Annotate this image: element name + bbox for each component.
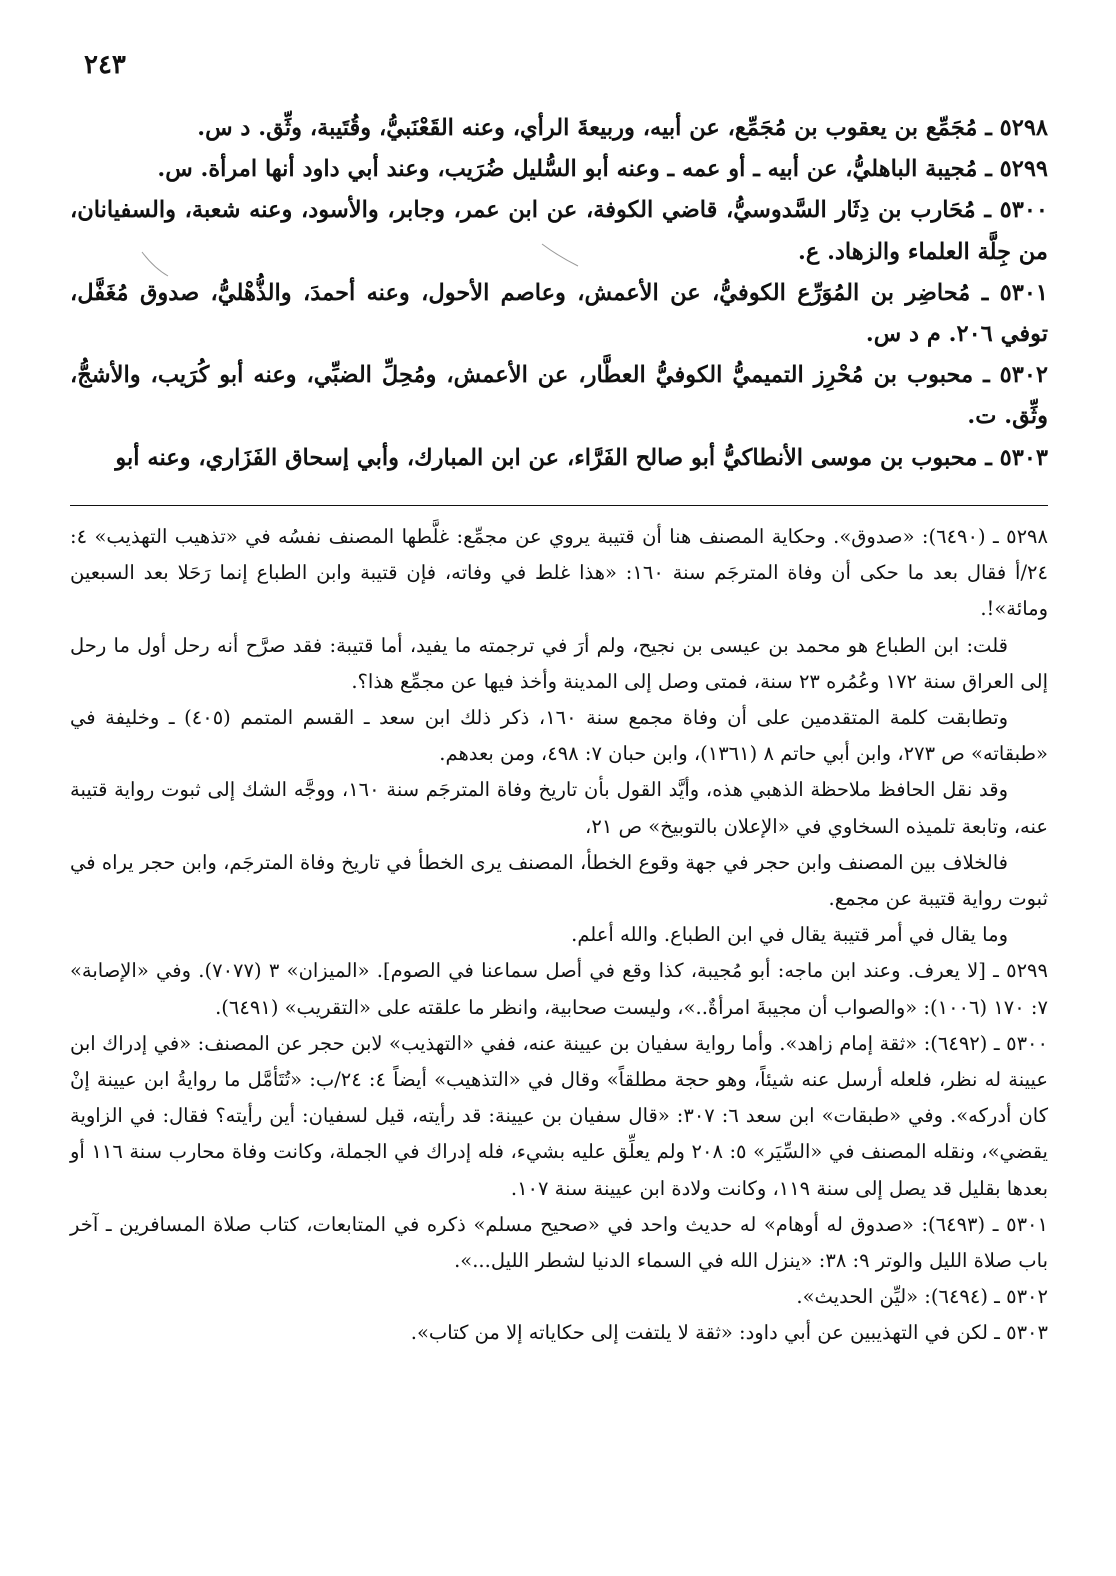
entry-5298: ٥٢٩٨ ـ مُجَمِّع بن يعقوب بن مُجَمِّع، عن أبيه، وربيعةَ الرأي، وعنه القَعْنَبيُّ، وقُتَيبة، وثِّق. د س. [197,115,1048,141]
note-5298-cont-5: وما يقال في أمر قتيبة يقال في ابن الطباع. والله أعلم. [571,923,1008,947]
note-5298-cont-1: قلت: ابن الطباع هو محمد بن عيسى بن نجيح، ولم أرَ في ترجمته ما يفيد، أما قتيبة: فقد صرَّح أنه رحل أول ما رحل إلى العراق سنة ١٧٢ وعُمُره ٢٣ سنة، فمتى وصل إلى المدينة وأخذ فيها عن مجمِّع هذا؟. [70,633,1048,693]
footnotes [70,519,1048,1352]
entry-5302: ٥٣٠٢ ـ محبوب بن مُحْرِز التميميُّ الكوفيُّ العطَّار، عن الأعمش، ومُحِلِّ الضبِّي، وعنه أبو كُرَيب، والأشجُّ، وثِّق. ت. [70,362,1048,430]
note-5299: ٥٢٩٩ ـ [لا يعرف. وعند ابن ماجه: أبو مُجيبة، كذا وقع في أصل سماعنا في الصوم]. «الميزان» ٣ (٧٠٧٧). وفي «الإصابة» ٧: ١٧٠ (١٠٠٦): «والصواب أن مجيبةَ امرأةٌ..»، وليست صحابية، وانظر ما علقته على «التقريب» (٦٤٩١). [70,959,1048,1019]
entry-5299: ٥٢٩٩ ـ مُجيبة الباهليُّ، عن أبيه ـ أو عمه ـ وعنه أبو السُّليل ضُرَيب، وعند أبي داود أنها امرأة. س. [157,156,1048,183]
note-5298: ٥٢٩٨ ـ (٦٤٩٠): «صدوق». وحكاية المصنف هنا أن قتيبة يروي عن مجمِّع: غلَّطها المصنف نفسُه في «تذهيب التهذيب» ٤: ٢٤/أ فقال بعد ما حكى أن وفاة المترجَم سنة ١٦٠: «هذا غلط في وفاته، فإن قتيبة وابن الطباع إنما رَحَلا بعد السبعين ومائة»!. [70,525,1049,621]
entry-5303: ٥٣٠٣ ـ محبوب بن موسى الأنطاكيُّ أبو صالح الفَرَّاء، عن ابن المبارك، وأبي إسحاق الفَزَاري، وعنه أبو [115,444,1048,471]
note-5303: ٥٣٠٣ ـ لكن في التهذيبين عن أبي داود: «ثقة لا يلتفت إلى حكاياته إلا من كتاب». [410,1321,1048,1345]
note-5298-cont-2: وتطابقت كلمة المتقدمين على أن وفاة مجمع سنة ١٦٠، ذكر ذلك ابن سعد ـ القسم المتمم (٤٠٥) ـ وخليفة في «طبقاته» ص ٢٧٣، وابن أبي حاتم ٨ (١٣٦١)، وابن حبان ٧: ٤٩٨، ومن بعدهم. [70,706,1048,766]
main-text [70,108,1048,479]
note-5298-cont-4: فالخلاف بين المصنف وابن حجر في جهة وقوع الخطأ، المصنف يرى الخطأ في تاريخ وفاة المترجَم، وابن حجر يراه في ثبوت رواية قتيبة عن مجمع. [70,850,1048,911]
page-number: ٢٤٣ [84,50,126,80]
entry-5301: ٥٣٠١ ـ مُحاضِر بن المُوَرِّع الكوفيُّ، عن الأعمش، وعاصم الأحول، وعنه أحمدَ، والذُّهْليُّ، صدوق مُغَفَّل، توفي ٢٠٦. م د س. [70,279,1048,348]
footnote-divider [70,505,1048,506]
entry-5300: ٥٣٠٠ ـ مُحَارب بن دِثَار السَّدوسيُّ، قاضي الكوفة، عن ابن عمر، وجابر، والأسود، وعنه شعبة، والسفيانان، من جِلَّة العلماء والزهاد. ع. [70,197,1048,265]
note-5302: ٥٣٠٢ ـ (٦٤٩٤): «ليِّن الحديث». [796,1285,1048,1309]
note-5298-cont-3: وقد نقل الحافظ ملاحظة الذهبي هذه، وأيَّد القول بأن تاريخ وفاة المترجَم سنة ١٦٠، ووجَّه الشك إلى ثبوت رواية قتيبة عنه، وتابعة تلميذه السخاوي في «الإعلان بالتوبيخ» ص ٢١، [70,778,1048,838]
note-5300: ٥٣٠٠ ـ (٦٤٩٢): «ثقة إمام زاهد». وأما رواية سفيان بن عيينة عنه، ففي «التهذيب» لابن حجر عن المصنف: «في إدراك ابن عيينة له نظر، فلعله أرسل عنه شيئاً، وهو حجة مطلقاً» وقال في «التذهيب» أيضاً ٤: ٢٤/ب: «تُتَأمَّل ما روايةُ ابن عيينة إنْ كان أدركه». وفي «طبقات» ابن سعد ٦: ٣٠٧: «قال سفيان بن عيينة: قد رأيته، قيل لسفيان: أين رأيته؟ فقال: في الزاوية يقضي»، ونقله المصنف في «السِّيَر» ٥: ٢٠٨ ولم يعلِّق عليه بشيء، فله إدراك في الجملة، وكانت وفاة محارب سنة ١١٦ أو بعدها بقليل قد يصل إلى سنة ١١٩، وكانت ولادة ابن عيينة سنة ١٠٧. [70,1031,1048,1200]
note-5301: ٥٣٠١ ـ (٦٤٩٣): «صدوق له أوهام» له حديث واحد في «صحيح مسلم» ذكره في المتابعات، كتاب صلاة المسافرين ـ آخر باب صلاة الليل والوتر ٩: ٣٨: «ينزل الله في السماء الدنيا لشطر الليل...». [70,1212,1049,1273]
